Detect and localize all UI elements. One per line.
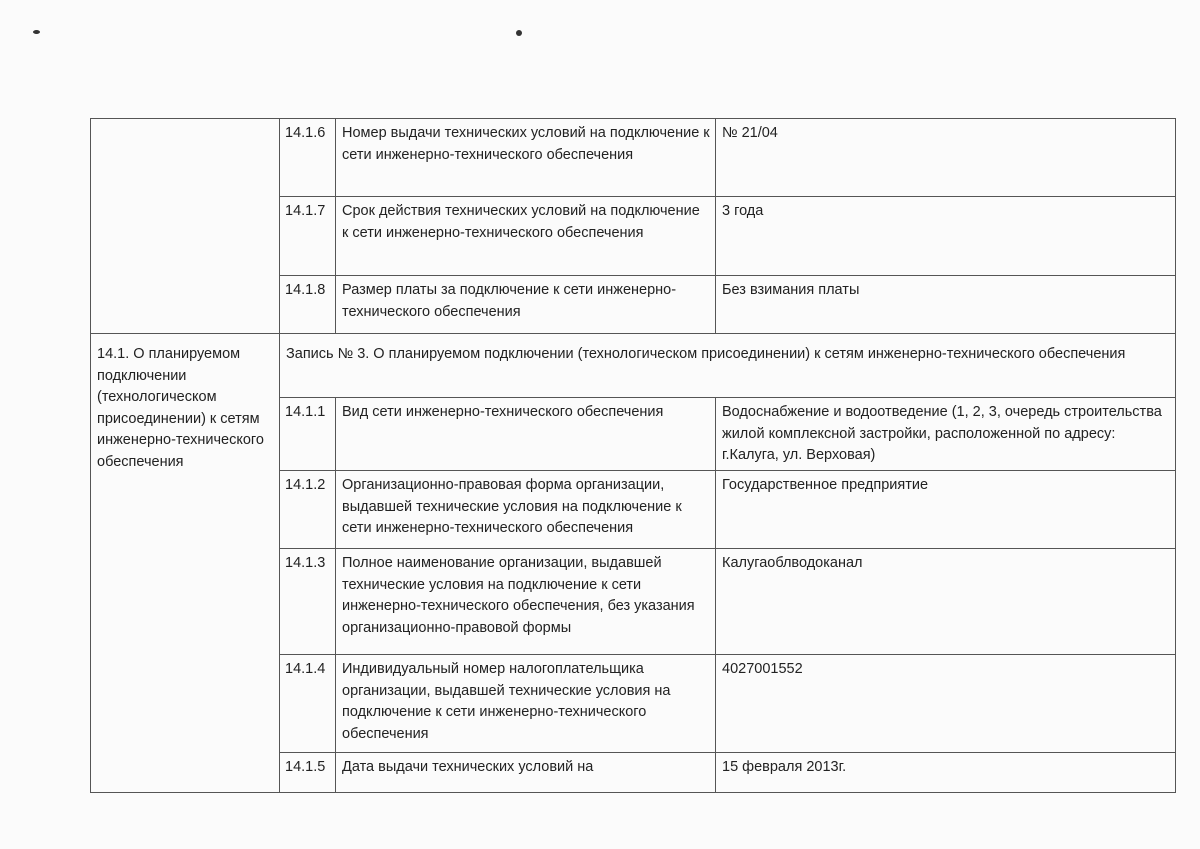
section-heading: 14.1. О планируемом подключении (технологическом присоединении) к сетям инженерно-технического обеспечения xyxy=(91,334,280,793)
item-number: 14.1.3 xyxy=(280,549,336,655)
item-label: Полное наименование организации, выдавшей технические условия на подключение к сети инженерно-технического обеспечения, без указания организационно-правовой формы xyxy=(336,549,716,655)
item-number: 14.1.1 xyxy=(280,398,336,471)
scan-speck xyxy=(33,30,40,34)
item-number: 14.1.8 xyxy=(280,276,336,334)
item-number: 14.1.4 xyxy=(280,655,336,753)
item-value: 3 года xyxy=(716,197,1176,276)
item-value: Калугаоблводоканал xyxy=(716,549,1176,655)
document-table xyxy=(90,118,1176,793)
item-value: Водоснабжение и водоотведение (1, 2, 3, очередь строительства жилой комплексной застройки, расположенной по адресу: г.Калуга, ул. Верховая) xyxy=(716,398,1176,471)
item-number: 14.1.6 xyxy=(280,119,336,197)
item-number: 14.1.2 xyxy=(280,471,336,549)
table-row xyxy=(91,334,1176,398)
record-title: Запись № 3. О планируемом подключении (технологическом присоединении) к сетям инженерно-технического обеспечения xyxy=(280,334,1176,398)
item-label: Индивидуальный номер налогоплательщика организации, выдавшей технические условия на подключение к сети инженерно-технического обеспечения xyxy=(336,655,716,753)
item-label: Срок действия технических условий на подключение к сети инженерно-технического обеспечения xyxy=(336,197,716,276)
item-label: Вид сети инженерно-технического обеспечения xyxy=(336,398,716,471)
table-row xyxy=(91,119,1176,197)
item-number: 14.1.5 xyxy=(280,753,336,793)
item-label: Размер платы за подключение к сети инженерно-технического обеспечения xyxy=(336,276,716,334)
item-value: 4027001552 xyxy=(716,655,1176,753)
item-number: 14.1.7 xyxy=(280,197,336,276)
item-value: 15 февраля 2013г. xyxy=(716,753,1176,793)
empty-cell xyxy=(91,119,280,334)
item-value: Государственное предприятие xyxy=(716,471,1176,549)
item-label: Организационно-правовая форма организации, выдавшей технические условия на подключение к сети инженерно-технического обеспечения xyxy=(336,471,716,549)
item-value: Без взимания платы xyxy=(716,276,1176,334)
item-label: Номер выдачи технических условий на подключение к сети инженерно-технического обеспечения xyxy=(336,119,716,197)
item-label: Дата выдачи технических условий на xyxy=(336,753,716,793)
scan-speck xyxy=(516,30,522,36)
item-value: № 21/04 xyxy=(716,119,1176,197)
